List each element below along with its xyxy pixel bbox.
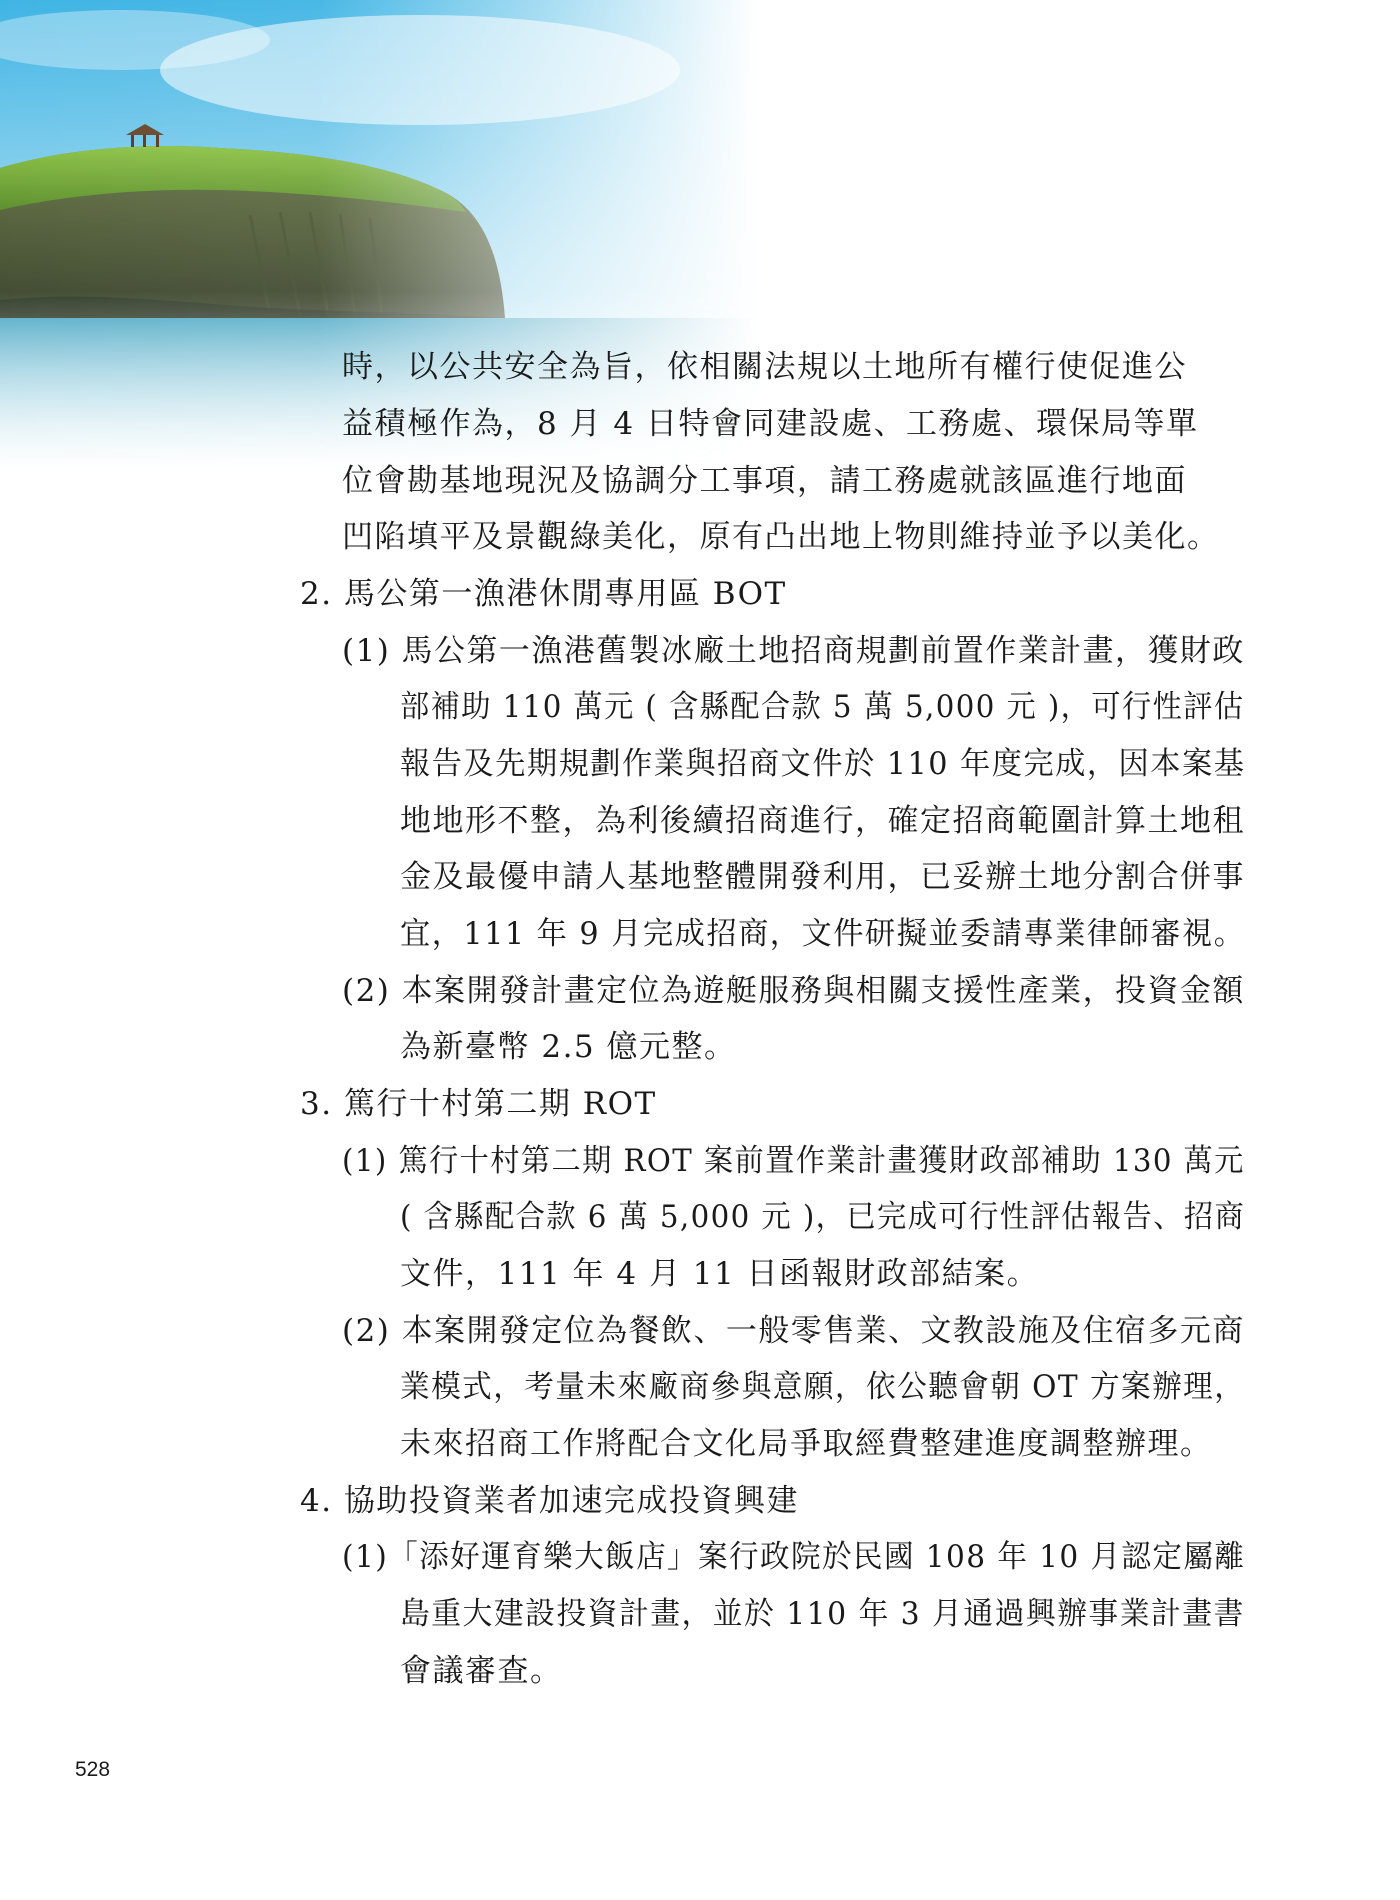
section-heading: 4. 協助投資業者加速完成投資興建: [300, 1483, 799, 1519]
paragraph-line: 業模式，考量未來廠商參與意願，依公聽會朝 OT 方案辦理，: [400, 1369, 1246, 1405]
paragraph-line: 凹陷填平及景觀綠美化，原有凸出地上物則維持並予以美化。: [342, 519, 1220, 555]
section-heading: 2. 馬公第一漁港休閒專用區 BOT: [300, 576, 787, 612]
paragraph-line: 部補助 110 萬元 ( 含縣配合款 5 萬 5,000 元 )，可行性評估: [400, 689, 1245, 725]
paragraph-line: 宜，111 年 9 月完成招商，文件研擬並委請專業律師審視。: [400, 916, 1246, 952]
list-item: (1)「添好運育樂大飯店」案行政院於民國 108 年 10 月認定屬離: [342, 1539, 1246, 1575]
list-item: (2) 本案開發定位為餐飲、一般零售業、文教設施及住宿多元商: [342, 1313, 1245, 1349]
page-number: 528: [75, 1758, 111, 1781]
paragraph-line: 位會勘基地現況及協調分工事項，請工務處就該區進行地面: [342, 463, 1187, 499]
list-item: (1) 篤行十村第二期 ROT 案前置作業計畫獲財政部補助 130 萬元: [342, 1143, 1245, 1179]
paragraph-line: 報告及先期規劃作業與招商文件於 110 年度完成，因本案基: [400, 746, 1246, 782]
paragraph-line: 會議審查。: [400, 1653, 563, 1689]
list-item: (1) 馬公第一漁港舊製冰廠土地招商規劃前置作業計畫，獲財政: [342, 633, 1245, 669]
paragraph-line: ( 含縣配合款 6 萬 5,000 元 )，已完成可行性評估報告、招商: [400, 1199, 1246, 1235]
paragraph-line: 地地形不整，為利後續招商進行，確定招商範圍計算土地租: [400, 803, 1245, 839]
paragraph-line: 益積極作為，8 月 4 日特會同建設處、工務處、環保局等單: [342, 406, 1199, 442]
paragraph-line: 文件，111 年 4 月 11 日函報財政部結案。: [400, 1256, 1040, 1292]
paragraph-line: 為新臺幣 2.5 億元整。: [400, 1029, 737, 1065]
paragraph-line: 時，以公共安全為旨，依相關法規以土地所有權行使促進公: [342, 349, 1187, 385]
paragraph-line: 島重大建設投資計畫，並於 110 年 3 月通過興辦事業計畫書: [400, 1596, 1245, 1632]
list-item: (2) 本案開發計畫定位為遊艇服務與相關支援性產業，投資金額: [342, 973, 1245, 1009]
paragraph-line: 未來招商工作將配合文化局爭取經費整建進度調整辦理。: [400, 1426, 1213, 1462]
section-heading: 3. 篤行十村第二期 ROT: [300, 1086, 657, 1122]
paragraph-line: 金及最優申請人基地整體開發利用，已妥辦土地分割合併事: [400, 859, 1245, 895]
